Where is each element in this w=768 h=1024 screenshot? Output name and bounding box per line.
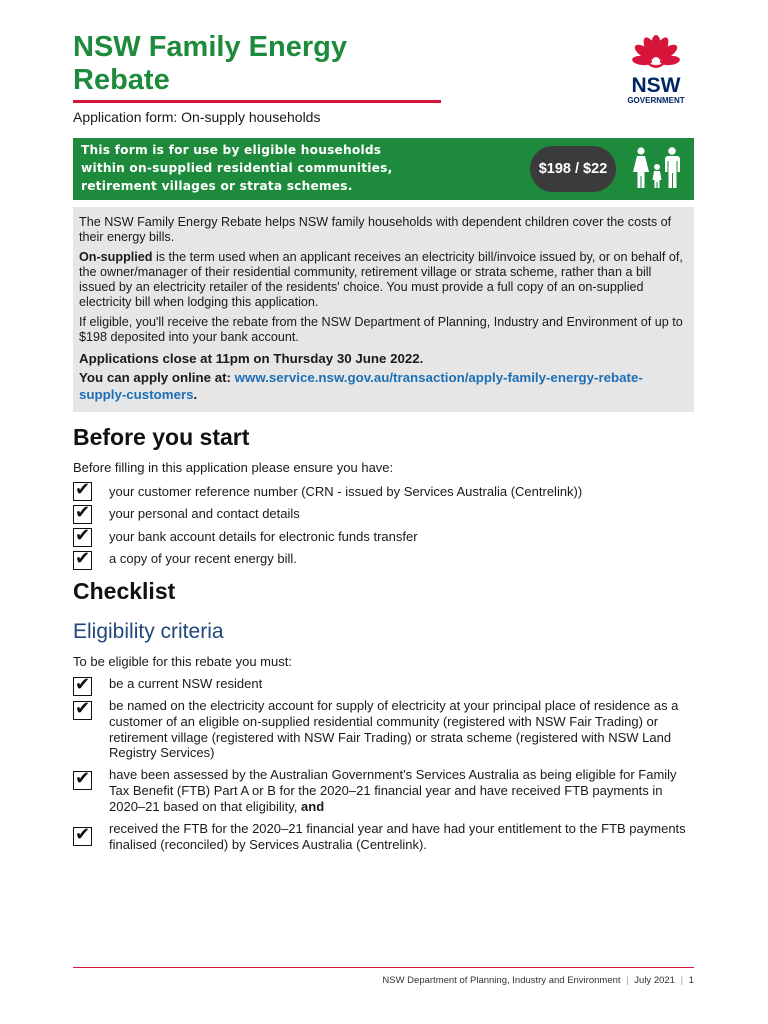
logo-subtext: GOVERNMENT (627, 96, 685, 105)
on-supplied-definition-text: is the term used when an applicant receives an electricity bill/invoice issued by, or on behalf of, the owner/manager of their residential community, retirement village or strata scheme, rather than a bill issued by an electricity retailer of the residents' choice. You must provide a full copy of an on-supplied electricity bill when lodging this application. (79, 250, 683, 309)
nsw-government-logo (620, 30, 692, 110)
checkmark-icon: ✔ (75, 768, 91, 789)
info-box (73, 207, 694, 412)
checkmark-icon: ✔ (75, 502, 91, 523)
apply-online-link[interactable]: www.service.nsw.gov.au/transaction/apply-family-energy-rebate-supply-customers (79, 370, 643, 402)
eligibility-banner (73, 138, 694, 200)
form-subtitle: Application form: On-supply households (73, 109, 321, 125)
checkmark-icon: ✔ (75, 525, 91, 546)
page-title-line-2: Rebate (73, 64, 170, 96)
criteria-item: received the FTB for the 2020–21 financial year and have had your entitlement to the FTB payments finalised (reconciled) by Services Australia (Centrelink). (109, 821, 686, 852)
banner-line-2: within on-supplied residential communities, (81, 161, 393, 175)
info-intro: The NSW Family Energy Rebate helps NSW family households with dependent children cover the costs of their energy bills. (79, 215, 672, 244)
criteria-item: be a current NSW resident (109, 676, 263, 691)
checklist-heading: Checklist (73, 578, 176, 604)
checkbox-energy-bill[interactable] (73, 548, 92, 570)
checkmark-icon: ✔ (75, 479, 91, 500)
apply-online-prefix: You can apply online at: (79, 370, 235, 385)
eligibility-criteria-heading: Eligibility criteria (73, 620, 224, 643)
checkbox-crn[interactable] (73, 479, 92, 501)
banner-text (81, 141, 421, 195)
logo-wordmark: NSW (631, 74, 681, 97)
on-supplied-term: On-supplied (79, 250, 153, 264)
before-you-start-intro: Before filling in this application please ensure you have: (73, 460, 394, 475)
checkbox-electricity-account[interactable] (73, 698, 92, 720)
requirement-item: your personal and contact details (109, 506, 300, 521)
criteria-item-and: and (297, 798, 325, 814)
page-title-line-1: NSW Family Energy (73, 31, 347, 63)
banner-line-1: This form is for use by eligible households (81, 143, 382, 157)
rebate-amount-badge: $198 / $22 (530, 146, 616, 192)
rebate-payment-info: If eligible, you'll receive the rebate from the NSW Department of Planning, Industry and Environment of up to $198 deposited into your bank account. (79, 315, 683, 344)
banner-line-3: retirement villages or strata schemes. (81, 179, 353, 193)
checkbox-nsw-resident[interactable] (73, 674, 92, 696)
footer-department: NSW Department of Planning, Industry and Environment (382, 975, 621, 986)
checkmark-icon: ✔ (75, 698, 91, 719)
footer-divider (73, 967, 694, 968)
checkbox-ftb-reconciled[interactable] (73, 824, 92, 846)
eligibility-intro: To be eligible for this rebate you must: (73, 654, 292, 669)
checkmark-icon: ✔ (75, 548, 91, 569)
applications-close-notice: Applications close at 11pm on Thursday 30 June 2022. (79, 351, 424, 366)
apply-online-suffix: . (193, 387, 198, 402)
title-divider (73, 100, 441, 103)
criteria-item: be named on the electricity account for supply of electricity at your principal place of residence as a customer of an eligible on-supplied residential community (registered with NSW Fair Trading) or retirement village (registered with NSW Fair Trading) or strata scheme (registered with NSW Land Registry Services) (109, 698, 679, 761)
requirement-item: your bank account details for electronic funds transfer (109, 529, 418, 544)
checkbox-bank-details[interactable] (73, 525, 92, 547)
apply-online-notice (79, 369, 688, 403)
requirement-item: your customer reference number (CRN - issued by Services Australia (Centrelink)) (109, 484, 583, 499)
footer-separator: | (680, 975, 684, 986)
checkmark-icon: ✔ (75, 674, 91, 695)
footer-date: July 2021 (634, 975, 675, 986)
page-footer (382, 975, 694, 986)
waratah-flower-icon (632, 35, 681, 68)
family-icon (631, 146, 683, 192)
footer-separator: | (626, 975, 629, 986)
page-title (73, 31, 347, 97)
on-supplied-definition (79, 250, 688, 310)
checkbox-contact-details[interactable] (73, 502, 92, 524)
before-you-start-heading: Before you start (73, 424, 250, 450)
criteria-item-text: have been assessed by the Australian Government's Services Australia as being eligible for Family Tax Benefit (FTB) Part A or B for the 2020–21 financial year and have received FTB payments in 2020–21 based on that eligibility, (109, 767, 677, 814)
checkbox-ftb-assessed[interactable] (73, 768, 92, 790)
criteria-item (109, 767, 689, 814)
requirement-item: a copy of your recent energy bill. (109, 551, 297, 566)
footer-page-number: 1 (688, 975, 694, 986)
checkmark-icon: ✔ (75, 824, 91, 845)
